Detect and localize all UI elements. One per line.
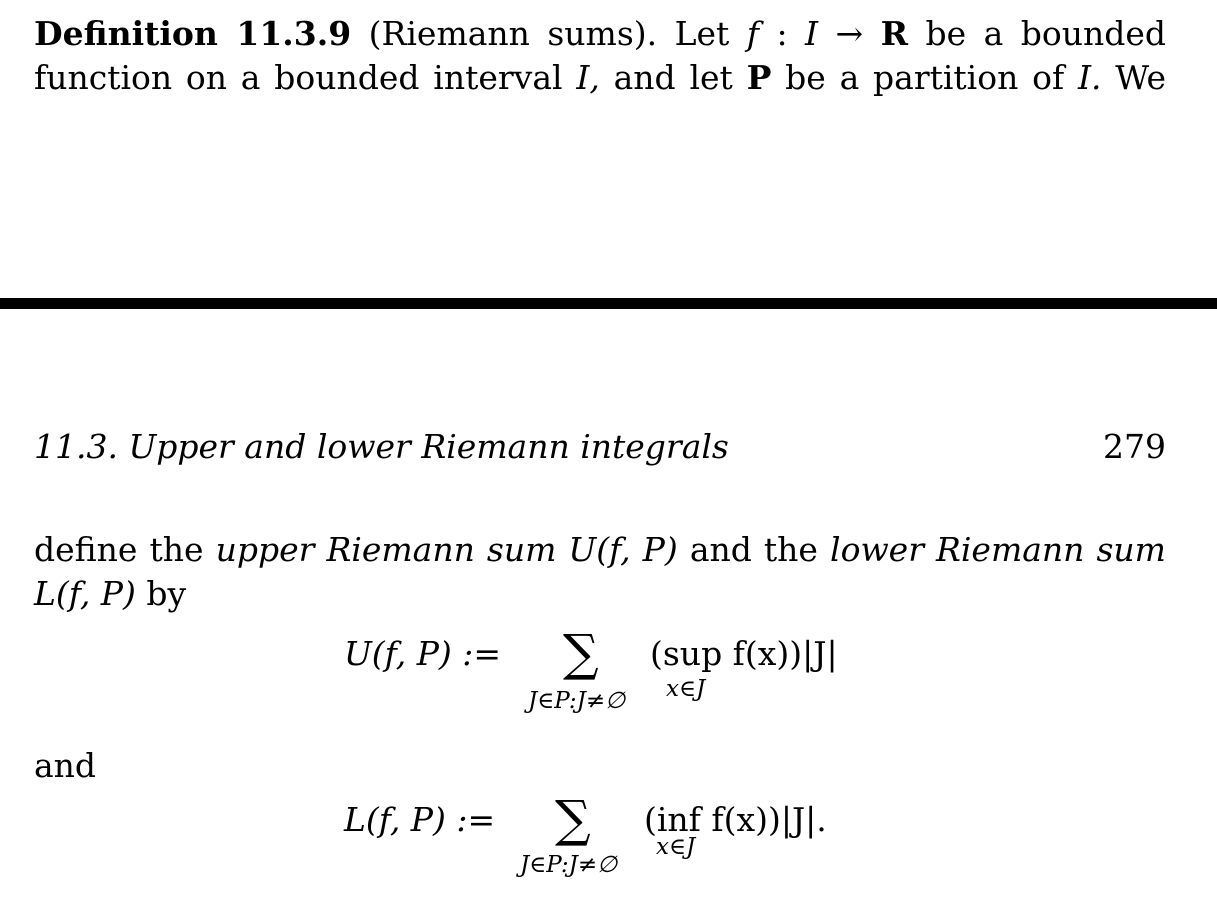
word: a xyxy=(240,58,261,97)
math-f: f xyxy=(746,14,759,53)
summation-index: J∈P:J≠∅ xyxy=(520,852,618,878)
summation-index: J∈P:J≠∅ xyxy=(528,688,626,714)
word: and xyxy=(689,530,752,569)
word: on xyxy=(185,58,228,97)
word: Let xyxy=(674,14,730,53)
word: bounded xyxy=(1020,14,1167,53)
word: function xyxy=(34,58,173,97)
summation-sign: ∑ xyxy=(555,790,591,848)
page-break-rule xyxy=(0,298,1217,309)
term-upper-riemann-sum: upper Riemann sum xyxy=(215,530,557,569)
running-header-title: 11.3. Upper and lower Riemann integrals xyxy=(34,427,729,466)
math-I: I, xyxy=(576,58,600,97)
equation-body: (sup f(x))|J| xyxy=(650,634,838,673)
word: and xyxy=(613,58,676,97)
body-line-4 xyxy=(34,572,1166,616)
word: be xyxy=(925,14,967,53)
equation-body: (inf f(x))|J|. xyxy=(644,800,827,839)
math-U: U(f, P) xyxy=(568,530,678,569)
word: interval xyxy=(433,58,563,97)
supremum-index: x∈J xyxy=(666,676,706,702)
summation-sign: ∑ xyxy=(563,624,599,682)
math-P: P xyxy=(746,58,772,97)
math-I: I xyxy=(805,14,819,53)
definition-line-1 xyxy=(34,12,1166,56)
equation-lhs: U(f, P) := xyxy=(344,634,502,673)
word: bounded xyxy=(274,58,420,97)
math-arrow: → xyxy=(835,14,864,53)
word: be xyxy=(785,58,826,97)
word: a xyxy=(983,14,1004,53)
word: a xyxy=(839,58,860,97)
body-line-3 xyxy=(34,528,1166,572)
page-number: 279 xyxy=(1103,427,1166,466)
word: the xyxy=(763,530,818,569)
math-colon: : xyxy=(776,14,788,53)
definition-line-2 xyxy=(34,56,1166,100)
word: by xyxy=(146,574,187,613)
math-R: R xyxy=(880,14,909,53)
term-lower-riemann-sum: lower Riemann sum xyxy=(830,530,1166,569)
connector-and: and xyxy=(34,746,97,785)
equation-lhs: L(f, P) := xyxy=(344,800,496,839)
word: let xyxy=(689,58,733,97)
word: of xyxy=(1032,58,1065,97)
infimum-index: x∈J xyxy=(656,834,696,860)
word: the xyxy=(149,530,204,569)
word: define xyxy=(34,530,138,569)
word: partition xyxy=(873,58,1019,97)
math-L: L(f, P) xyxy=(34,574,136,613)
word: We xyxy=(1115,58,1167,97)
math-I: I. xyxy=(1077,58,1102,97)
definition-label: Definition 11.3.9 (Riemann sums). xyxy=(34,14,658,53)
